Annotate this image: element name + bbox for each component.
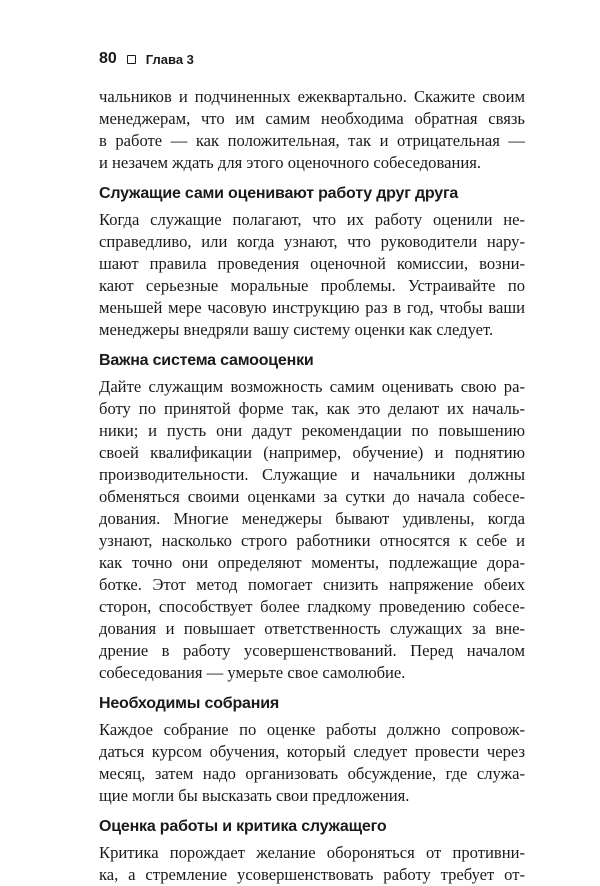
text-line: собеседования — умерьте свое самолюбие. — [99, 663, 406, 682]
text-line: кают серьезные моральные проблемы. Устраивайте по — [99, 276, 525, 295]
text-line: и незачем ждать для этого оценочного собеседования. — [99, 153, 481, 172]
page-header — [99, 48, 194, 70]
intro-paragraph — [99, 86, 525, 174]
section-paragraph — [99, 376, 525, 684]
section-paragraph — [99, 719, 525, 807]
text-line: менеджерам, что им самим необходима обратная связь — [99, 109, 525, 128]
section-heading: Оценка работы и критика служащего — [99, 818, 387, 835]
text-line: месяц, затем надо организовать обсуждение, где служа- — [99, 764, 525, 783]
text-line: справедливо, или когда узнают, что руководители нару- — [99, 232, 525, 251]
square-bullet-icon — [127, 55, 136, 64]
text-line: ка, а стремление усовершенствовать работу требует от- — [99, 865, 525, 884]
text-line: меньшей мере часовую инструкцию раз в год, чтобы ваши — [99, 298, 525, 317]
text-line: сторон, способствует более гладкому проведению собесе- — [99, 597, 525, 616]
section-criticism — [99, 815, 525, 886]
page-body — [99, 86, 525, 886]
text-line: боту по принятой форме так, как это делают их началь- — [99, 399, 525, 418]
section-meetings — [99, 692, 525, 807]
section-paragraph — [99, 209, 525, 341]
section-heading: Служащие сами оценивают работу друг друга — [99, 185, 459, 202]
text-line: дования и повышает ответственность служащих за вне- — [99, 619, 525, 638]
text-line: Когда служащие полагают, что их работу оценили не- — [99, 210, 525, 229]
text-line: как точно они определяют моменты, подлежащие дора- — [99, 553, 525, 572]
text-line: своей квалификации (например, обучение) и поднятию — [99, 443, 525, 462]
text-line: шают правила проведения оценочной комиссии, возни- — [99, 254, 525, 273]
text-line: Дайте служащим возможность самим оценивать свою ра- — [99, 377, 525, 396]
page-number: 80 — [99, 50, 117, 67]
text-line: узнают, насколько строго работники относятся к себе и — [99, 531, 525, 550]
text-line: в работе — как положительная, так и отрицательная — — [99, 131, 525, 150]
text-line: чальников и подчиненных ежеквартально. Скажите своим — [99, 87, 525, 106]
text-line: щие могли бы высказать свои предложения. — [99, 786, 410, 805]
chapter-label: Глава 3 — [145, 51, 194, 67]
text-line: дрение в работу усовершенствований. Перед началом — [99, 641, 525, 660]
text-line: дования. Многие менеджеры бывают удивлены, когда — [99, 509, 525, 528]
text-line: ботке. Этот метод помогает снизить напряжение обеих — [99, 575, 525, 594]
text-line: даться курсом обучения, который следует провести через — [99, 742, 525, 761]
text-line: Каждое собрание по оценке работы должно сопровож- — [99, 720, 525, 739]
text-line: ники; и пусть они дадут рекомендации по повышению — [99, 421, 525, 440]
section-peer-review — [99, 182, 525, 341]
text-line: Критика порождает желание обороняться от противни- — [99, 843, 525, 862]
text-line: обменяться своими оценками за сутки до начала собесе- — [99, 487, 525, 506]
section-heading: Важна система самооценки — [99, 352, 314, 369]
text-line: менеджеры внедряли вашу систему оценки как следует. — [99, 320, 494, 339]
text-line: производительности. Служащие и начальники должны — [99, 465, 525, 484]
section-heading: Необходимы собрания — [99, 695, 279, 712]
section-self-assessment — [99, 349, 525, 684]
